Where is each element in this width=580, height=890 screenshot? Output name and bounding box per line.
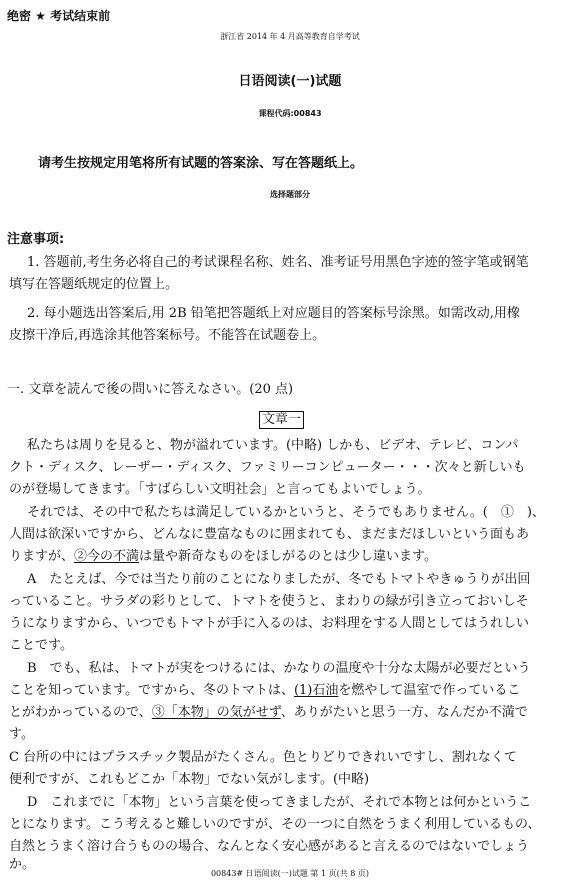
text-fragment: 、ありがたいと思う一方、なんだか不満で xyxy=(280,705,528,720)
passage-line xyxy=(9,679,520,698)
passage-line: のが登場してきます。「すばらしい文明社会」と言ってもよいでしょう。 xyxy=(9,482,431,497)
passage-line: 便利ですが、これもどこか「本物」でない気がします。(中略) xyxy=(9,772,370,787)
underlined-phrase-1: (1)石油 xyxy=(293,683,339,698)
passage-line: C 台所の中にはプラスチック製品がたくさん。色とりどりできれいですし、割れなくて xyxy=(9,750,517,765)
exam-title: 浙江省 2014 年 4 月高等教育自学考试 xyxy=(220,32,360,41)
note-line: 填写在答题纸规定的位置上。 xyxy=(9,277,179,292)
passage-line: 私たちは周りを見ると、物が溢れています。(中略) しかも、ビデオ、テレビ、コンパ xyxy=(27,438,519,453)
note-line: 皮擦干净后,再选涂其他答案标号。不能答在试题卷上。 xyxy=(9,328,326,343)
note-line: 1. 答题前,考生务必将自己的考试课程名称、姓名、准考证号用黑色字迹的签字笔或钢笔 xyxy=(27,255,529,270)
passage-line: A たとえば、今では当たり前のことになりましたが、冬でもトマトやきゅうりが出回 xyxy=(27,572,531,587)
passage-line: とになります。こう考えると難しいのですが、その一つに自然をうまく利用しているもの、 xyxy=(9,817,541,832)
confidential-mark: 绝密 ★ 考试结束前 xyxy=(7,9,111,23)
paper-title: 日语阅读(一)试题 xyxy=(238,74,342,89)
text-fragment: りますが、 xyxy=(9,549,75,564)
text-fragment: とがわかっているので、 xyxy=(9,705,152,720)
text-fragment: ことを知っています。ですから、冬のトマトは、 xyxy=(9,683,294,698)
passage-label: 文章一 xyxy=(259,411,304,429)
notes-label: 注意事项: xyxy=(7,232,65,247)
passage-line: うになりますから、いつでもトマトが手に入るのは、お料理をする人間としてはうれしい xyxy=(9,616,530,631)
passage-line: 人間は欲深いですから、どんなに豊富なものに囲まれても、まだまだほしいという面もあ xyxy=(9,527,530,542)
passage-line: 自然とうまく溶け合うものの場合、なんとなく安心感があると言えるのではないでしょう xyxy=(9,839,530,854)
passage-line xyxy=(9,545,437,564)
underlined-phrase-3: ③「本物」の気がせず xyxy=(151,705,281,720)
passage-line xyxy=(9,701,528,720)
passage-line: す。 xyxy=(9,727,34,742)
course-code: 课程代码:00843 xyxy=(258,109,322,118)
passage-line: クト・ディスク、レーザー・ディスク、ファミリーコンピューター・・・次々と新しいも xyxy=(9,460,526,475)
passage-line: ことです。 xyxy=(9,638,73,653)
text-fragment: は量や新奇なものをほしがるのとは少し違います。 xyxy=(139,549,437,564)
passage-line: D これまでに「本物」という言葉を使ってきましたが、それで本物とは何かというこ xyxy=(27,795,532,810)
passage-line: か。 xyxy=(9,857,36,872)
text-fragment: を燃やして温室で作っているこ xyxy=(338,683,521,698)
section-title: 选择题部分 xyxy=(270,190,310,199)
passage-line: っていること。サラダの彩りとして、トマトを使うと、まわりの緑が引き立っておいしそ xyxy=(9,594,529,609)
answer-instruction: 请考生按规定用笔将所有试题的答案涂、写在答题纸上。 xyxy=(38,156,364,171)
question-header: 一. 文章を読んで後の問いに答えなさい。(20 点) xyxy=(7,382,294,397)
note-line: 2. 每小题选出答案后,用 2B 铅笔把答题纸上对应题目的答案标号涂黑。如需改动,用橡 xyxy=(27,306,520,321)
underlined-phrase-2: ②今の不満 xyxy=(74,549,140,564)
page-footer: 00843# 日语阅读(一)试题 第 1 页(共 8 页) xyxy=(210,869,370,878)
passage-line: B でも、私は、トマトが実をつけるには、かなりの温度や十分な太陽が必要だという xyxy=(27,661,531,676)
passage-line: それでは、その中で私たちは満足しているかというと、そうでもありません。( ① )、 xyxy=(27,505,545,520)
